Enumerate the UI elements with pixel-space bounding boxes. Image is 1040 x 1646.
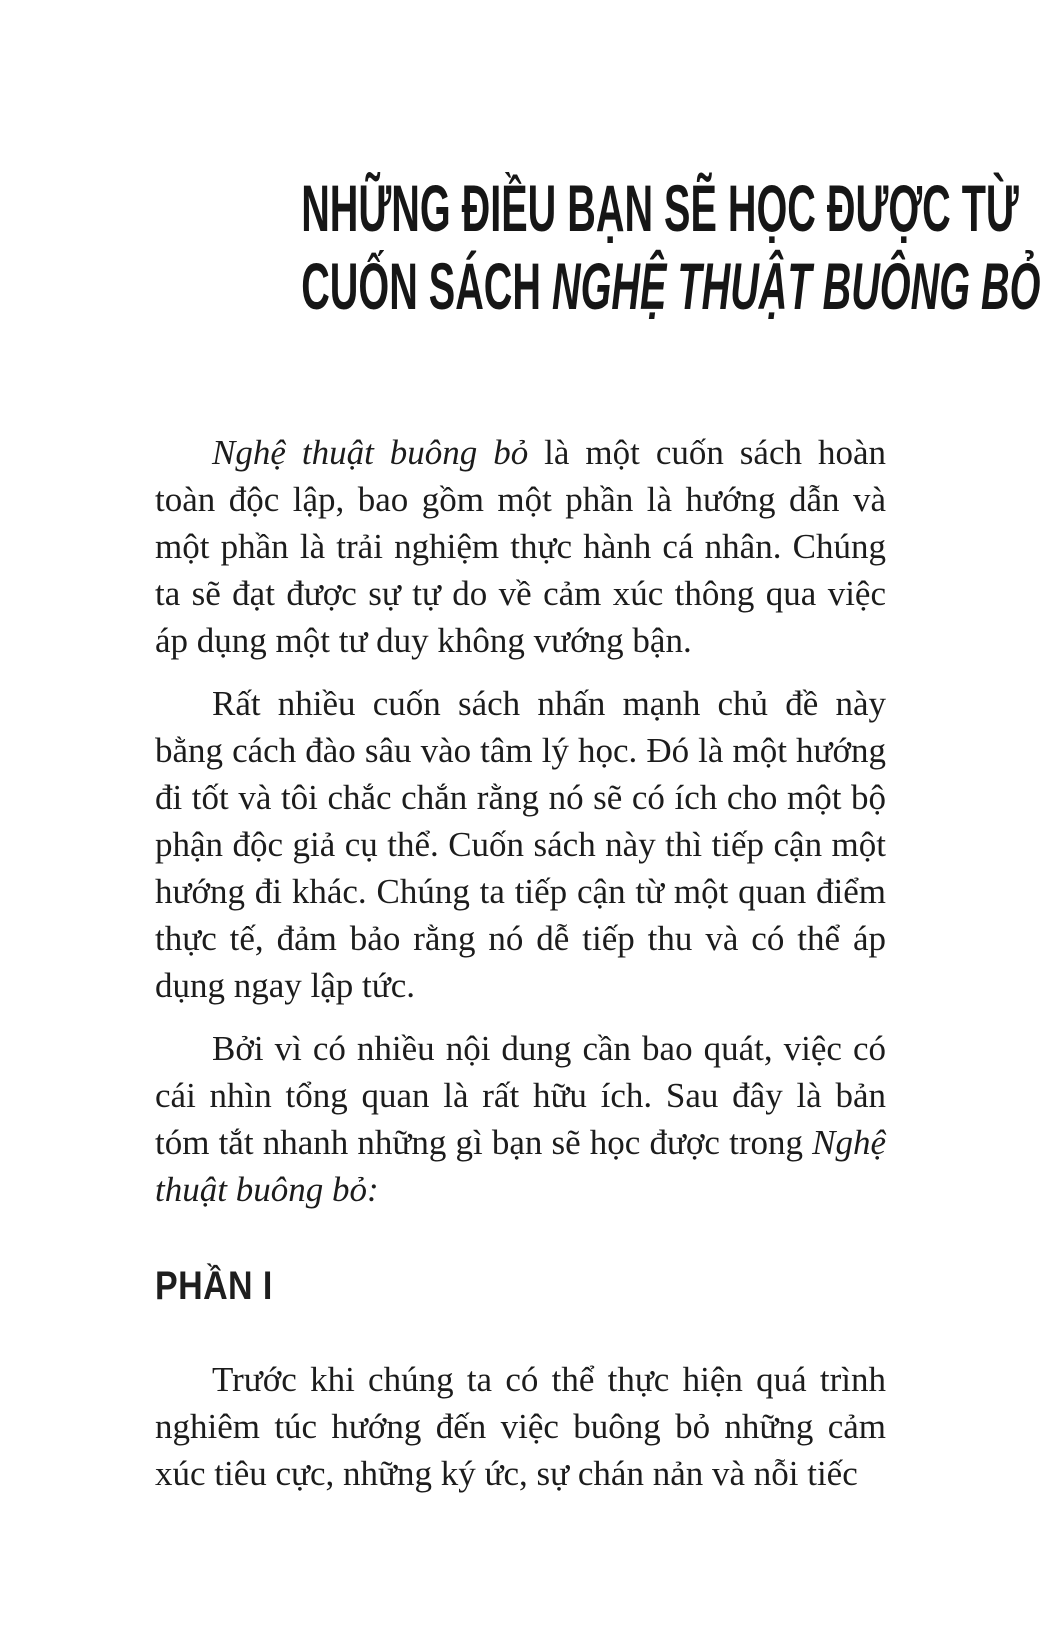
book-title-italic: NGHỆ THUẬT BUÔNG BỎ bbox=[552, 249, 1040, 323]
paragraph-3 bbox=[155, 1025, 886, 1213]
book-name-italic-lead: Nghệ thuật buông bỏ bbox=[212, 433, 529, 472]
chapter-title-line-2-regular: CUỐN SÁCH bbox=[301, 249, 553, 323]
paragraph-1-text: là một cuốn sách hoàn toàn độc lập, bao gồm một phần là hướng dẫn và một phần là trải nghiệm thực hành cá nhân. Chúng ta sẽ đạt được sự tự do về cảm xúc thông qua việc áp dụng một tư duy không vướng bận. bbox=[155, 433, 886, 660]
book-name-italic-tail: Nghệ thuật buông bỏ: bbox=[155, 1123, 886, 1209]
paragraph-1 bbox=[155, 429, 886, 664]
paragraph-2-text: Rất nhiều cuốn sách nhấn mạnh chủ đề này bằng cách đào sâu vào tâm lý học. Đó là một hướng đi tốt và tôi chắc chắn rằng nó sẽ có ích cho một bộ phận độc giả cụ thể. Cuốn sách này thì tiếp cận một hướng đi khác. Chúng ta tiếp cận từ một quan điểm thực tế, đảm bảo rằng nó dễ tiếp thu và có thể áp dụng ngay lập tức. bbox=[155, 684, 886, 1005]
section-heading-phan-i: PHẦN I bbox=[155, 1264, 273, 1308]
chapter-title-line-1: NHỮNG ĐIỀU BẠN SẼ HỌC ĐƯỢC TỪ bbox=[301, 171, 1019, 245]
paragraph-4 bbox=[155, 1356, 886, 1497]
body-text bbox=[155, 429, 886, 1497]
paragraph-4-text: Trước khi chúng ta có thể thực hiện quá trình nghiêm túc hướng đến việc buông bỏ những cảm xúc tiêu cực, những ký ức, sự chán nản và nỗi tiếc bbox=[155, 1360, 886, 1493]
chapter-title bbox=[155, 169, 1040, 325]
paragraph-3-text: Bởi vì có nhiều nội dung cần bao quát, việc có cái nhìn tổng quan là rất hữu ích. Sau đây là bản tóm tắt nhanh những gì bạn sẽ học được trong bbox=[155, 1029, 886, 1162]
paragraph-2 bbox=[155, 680, 886, 1009]
chapter-title-line-2 bbox=[301, 247, 1040, 325]
